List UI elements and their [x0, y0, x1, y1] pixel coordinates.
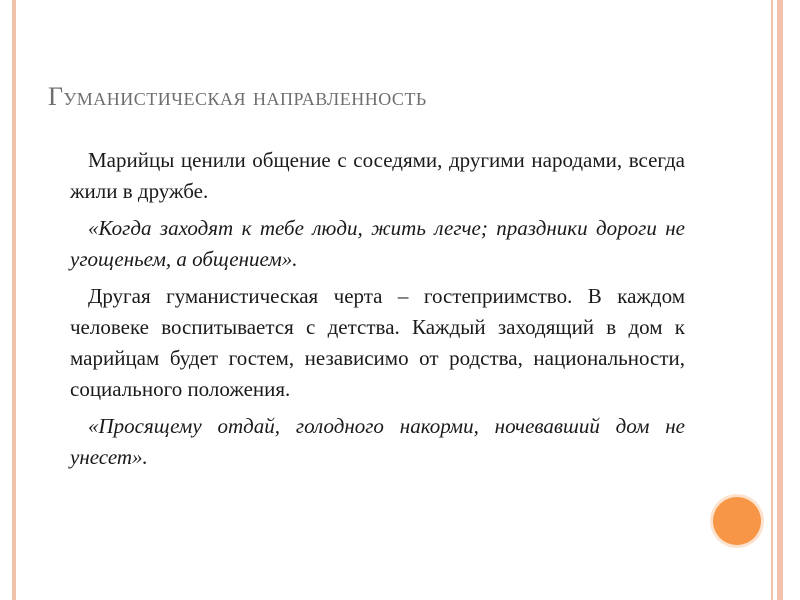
quote-proverb-2: «Просящему отдай, голодного накорми, ночевавший дом не унесет». [70, 414, 685, 469]
left-border-stripe [12, 0, 16, 600]
right-border-stripe-thick [777, 0, 783, 600]
decorative-circle [713, 497, 761, 545]
right-border-stripe-thin [771, 0, 773, 600]
paragraph-intro: Марийцы ценили общение с соседями, другими народами, всегда жили в дружбе. [70, 148, 685, 203]
paragraph-hospitality: Другая гуманистическая черта – гостеприимство. В каждом человеке воспитывается с детства. Каждый заходящий в дом к марийцам будет гостем, независимо от родства, национальности, социального положения. [70, 284, 685, 401]
slide-title: Гуманистическая направленность [48, 82, 427, 111]
quote-proverb-1: «Когда заходят к тебе люди, жить легче; праздники дороги не угощеньем, а общением». [70, 216, 685, 271]
slide-body [70, 145, 685, 479]
